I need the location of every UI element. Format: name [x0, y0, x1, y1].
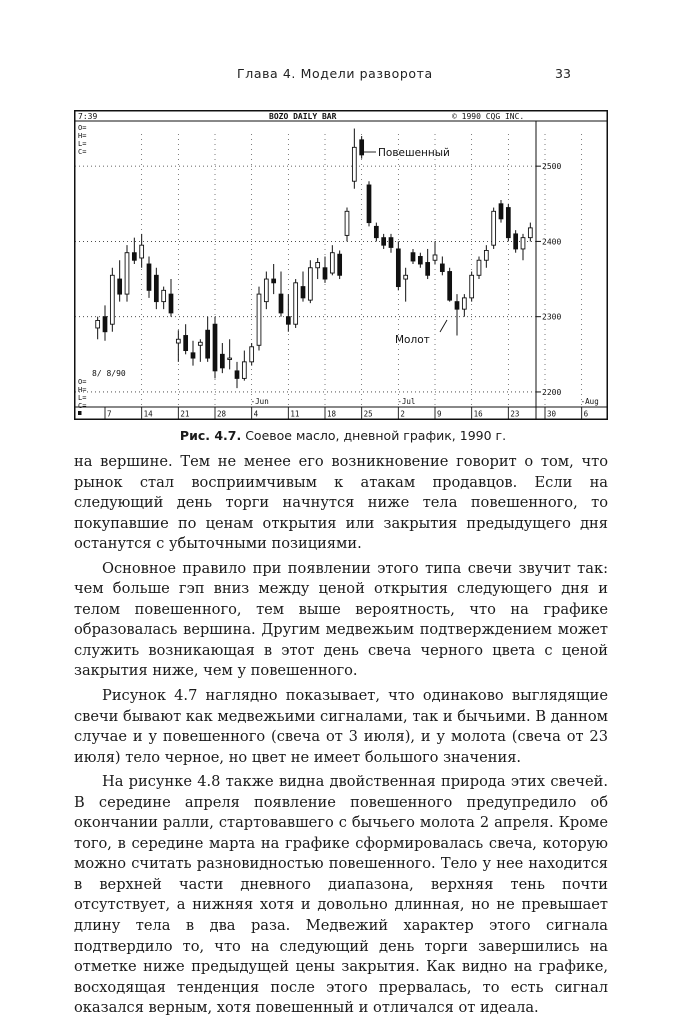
candle: [286, 294, 290, 332]
candle: [506, 204, 510, 242]
chart-time-label: 7:39: [78, 112, 98, 121]
candle: [330, 245, 334, 275]
date-tick-label: 4: [253, 409, 259, 419]
candle: [367, 181, 371, 226]
candle-body-black: [147, 264, 151, 290]
candle: [176, 330, 180, 362]
candle-body-white: [528, 228, 532, 238]
candle-body-white: [345, 211, 349, 235]
date-tick-label: 23: [510, 409, 520, 419]
candle-body-white: [250, 347, 254, 362]
candle: [448, 268, 452, 302]
legend-close-code: C=: [78, 148, 87, 156]
month-label: -Jun: [250, 397, 269, 406]
candle: [323, 256, 327, 282]
ohlc-legend-bottom: [78, 378, 86, 410]
candle: [396, 241, 400, 290]
candle-body-black: [455, 302, 459, 310]
candle-body-black: [272, 279, 276, 283]
candle-body-black: [499, 204, 503, 219]
candle-body-white: [242, 362, 246, 379]
candle: [462, 294, 466, 317]
date-tick-label: 6: [583, 409, 589, 419]
caption-text: Соевое масло, дневной график, 1990 г.: [241, 428, 507, 443]
candle: [272, 264, 276, 294]
candle-body-black: [396, 249, 400, 287]
candle-body-black: [279, 294, 283, 313]
candle-body-black: [132, 253, 136, 261]
price-tick-label: 2300: [542, 312, 562, 322]
candle-body-black: [169, 294, 173, 313]
candle: [162, 287, 166, 310]
month-label: -Aug: [580, 397, 599, 406]
date-tick-label: 11: [290, 409, 300, 419]
candle: [374, 223, 378, 242]
price-axis: [536, 162, 561, 397]
legend-open-code: O=: [78, 378, 87, 386]
candle-body-black: [213, 324, 217, 371]
candle-body-black: [191, 353, 195, 358]
candle: [213, 317, 217, 379]
legend-low-code: L=: [78, 140, 87, 148]
price-tick-label: 2400: [542, 237, 562, 247]
candle: [521, 234, 525, 260]
date-tick-label: 14: [143, 409, 153, 419]
candle: [169, 279, 173, 317]
month-labels: [251, 397, 599, 406]
candle-body-black: [367, 185, 371, 223]
candle-body-black: [514, 234, 518, 249]
ohlc-legend-top: [78, 124, 86, 156]
date-tick-label: 28: [217, 409, 227, 419]
candle-body-black: [103, 317, 107, 332]
candle: [184, 324, 188, 354]
chart-copyright: © 1990 CQG INC.: [452, 112, 525, 121]
date-tick-label: 21: [180, 409, 190, 419]
candle: [198, 339, 202, 362]
candle-body-white: [198, 342, 202, 345]
candle: [418, 253, 422, 268]
candle-body-black: [382, 238, 386, 246]
candle-body-black: [338, 254, 342, 275]
candle-body-white: [308, 268, 312, 300]
candle: [110, 268, 114, 332]
date-tick-label: 25: [363, 409, 373, 419]
candle: [308, 260, 312, 303]
candle: [345, 208, 349, 242]
candle-body-white: [162, 290, 166, 301]
paragraph: Рисунок 4.7 наглядно показывает, что одинаково выглядящие свечи бывают как медвежьими сигналами, так и бычьими. В данном случае и у повешенного (свеча от 3 июля), и у молота (свеча от 23 июля) тело черное, но цвет не имеет большого значения.: [74, 687, 608, 766]
candle: [96, 317, 100, 340]
date-tick-label: 9: [437, 409, 442, 419]
candle-body-white: [96, 320, 100, 328]
candle-body-white: [484, 250, 488, 260]
candle-body-black: [235, 371, 239, 379]
candle: [228, 339, 232, 369]
legend-high-code: H=: [78, 386, 87, 394]
candle-body-black: [448, 272, 452, 301]
legend-high-code: H=: [78, 132, 87, 140]
paragraph: Основное правило при появлении этого типа свечи звучит так: чем больше гэп вниз между ценой открытия следующего дня и телом повешенного, тем выше вероятность, что на графике образовалась вершина. Другим медвежьим подтверждением может служить возникающая в этот день свеча черного цвета с ценой закрытия ниже, чем у повешенного.: [74, 559, 608, 680]
candle-body-white: [470, 275, 474, 298]
candle: [125, 245, 129, 301]
figure-chart: [74, 110, 608, 420]
candle-body-white: [330, 253, 334, 273]
candle-body-white: [294, 283, 298, 324]
candle-body-black: [426, 262, 430, 275]
candle: [528, 223, 532, 242]
candle-body-black: [360, 140, 364, 155]
candle: [426, 249, 430, 279]
candlestick-chart: [74, 110, 608, 420]
candle-body-white: [125, 253, 129, 294]
candle: [411, 249, 415, 264]
candle: [140, 234, 144, 268]
candle-body-white: [264, 279, 268, 302]
candle: [294, 279, 298, 328]
hammer-annotation: [395, 320, 447, 346]
paragraph: на вершине. Тем не менее его возникновение говорит о том, что рынок стал восприимчивым к атакам продавцов. Если на следующий день торги начнутся ниже тела повешенного, то покупавшие по ценам открытия или закрытия предыдущего дня останутся с убыточными позициями.: [74, 453, 608, 553]
candle-body-black: [286, 317, 290, 325]
price-tick-label: 2500: [542, 162, 562, 172]
candle: [301, 272, 305, 302]
date-tick-label: 30: [547, 409, 557, 419]
candle-body-black: [440, 264, 444, 272]
legend-close-code: C=: [78, 402, 87, 410]
date-axis: [78, 407, 589, 419]
date-tick-label: 7: [107, 409, 112, 419]
date-tick-label: 16: [473, 409, 483, 419]
candle-body-white: [352, 147, 356, 181]
candle-body-white: [521, 238, 525, 249]
candle-body-black: [389, 238, 393, 248]
candle: [433, 241, 437, 264]
candles: [96, 129, 532, 389]
candle: [316, 258, 320, 279]
candle: [103, 305, 107, 340]
candle-body-white: [477, 260, 481, 275]
legend-open-code: O=: [78, 124, 87, 132]
candle: [455, 294, 459, 335]
candle: [264, 272, 268, 310]
candle: [382, 234, 386, 249]
legend-low-code: L=: [78, 394, 87, 402]
candle: [242, 351, 246, 381]
chapter-title: Глава 4. Модели разворота: [237, 66, 433, 81]
candle-body-black: [418, 256, 422, 264]
hammer-label: Молот: [395, 334, 430, 346]
candle: [352, 129, 356, 189]
candle: [360, 136, 364, 159]
page-number: 33: [555, 66, 571, 81]
candle: [206, 317, 210, 362]
candle-body-white: [257, 294, 261, 345]
chart-title: BOZO DAILY BAR: [269, 112, 337, 121]
candle: [118, 260, 122, 301]
date-tick-label: 18: [327, 409, 337, 419]
candle: [191, 341, 195, 366]
date-tick-label: 2: [400, 409, 405, 419]
candle-body-black: [206, 330, 210, 358]
candle: [440, 256, 444, 275]
candle: [389, 234, 393, 253]
running-head: [0, 66, 686, 86]
candle: [257, 287, 261, 351]
candle-body-white: [110, 275, 114, 324]
candle-body-black: [411, 253, 415, 261]
candle-body-white: [176, 339, 180, 343]
candle-body-black: [220, 354, 224, 368]
candle: [154, 268, 158, 309]
date-stamp: 8/ 8/90: [92, 369, 126, 378]
candle-body-white: [316, 262, 320, 267]
candle: [470, 272, 474, 302]
candle: [235, 362, 239, 388]
paragraph: На рисунке 4.8 также видна двойственная природа этих свечей. В середине апреля появление повешенного предупредило об окончании ралли, стартовавшего с бычьего молота 2 апреля. Кроме того, в середине марта на графике сформировалась свеча, которую можно считать разновидностью повешенного. Тело у нее находится в верхней части дневного диапазона, верхняя тень почти отсутствует, а нижняя хотя и довольно длинная, но не превышает длину тела в два раза. Медвежий характер этого сигнала подтвердило то, что на следующий день торги завершились на отметке ниже предыдущей цены закрытия. Как видно на графике, восходящая тенденция после этого прервалась, то есть сигнал оказался верным, хотя повешенный и отличался от идеала.: [74, 773, 608, 1017]
candle-body-black: [506, 208, 510, 238]
candle: [492, 208, 496, 249]
candle-body-white: [492, 211, 496, 245]
candle: [499, 200, 503, 223]
candle: [484, 245, 488, 268]
candle-body-black: [184, 336, 188, 351]
price-tick-label: 2200: [542, 387, 562, 397]
candle-body-white: [140, 245, 144, 258]
candle-body-black: [323, 268, 327, 279]
candle: [147, 256, 151, 297]
candle: [220, 343, 224, 373]
caption-label: Рис. 4.7.: [179, 428, 242, 443]
hammer-pointer: [440, 320, 447, 332]
candle-body-white: [228, 358, 232, 359]
candle: [250, 343, 254, 366]
body-text: [74, 452, 608, 1023]
candle-body-black: [154, 275, 158, 301]
candle-body-white: [462, 298, 466, 309]
axis-start-marker: [78, 411, 82, 415]
figure-caption: [0, 428, 686, 443]
candle: [279, 272, 283, 317]
hanging-man-annotation: [363, 147, 450, 159]
candle: [477, 256, 481, 279]
candle: [338, 250, 342, 279]
month-label: -Jul: [397, 397, 416, 406]
candle-body-black: [374, 226, 378, 237]
candle: [404, 268, 408, 302]
candle-body-white: [433, 255, 437, 260]
hanging-man-label: Повешенный: [378, 147, 450, 159]
candle-body-white: [404, 275, 408, 279]
candle-body-black: [301, 287, 305, 298]
candle: [514, 230, 518, 253]
candle-body-black: [118, 279, 122, 294]
